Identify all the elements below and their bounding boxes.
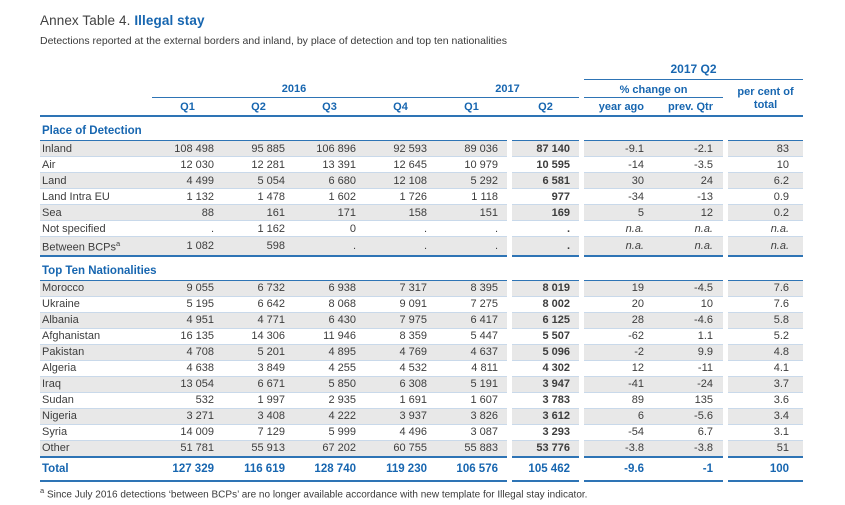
- cell: 3 826: [436, 408, 507, 424]
- cell: 12: [584, 360, 654, 376]
- cell: 0.9: [728, 189, 803, 205]
- header-q2-2016: Q2: [223, 98, 294, 117]
- cell: 105 462: [512, 457, 579, 481]
- cell: 3 947: [512, 376, 579, 392]
- table-header: [40, 60, 803, 116]
- header-pct-change-on: % change on: [584, 79, 723, 98]
- row-label: Between BCPs$^a$: [40, 237, 152, 256]
- cell: 4 499: [152, 173, 223, 189]
- cell: [728, 256, 803, 281]
- section-header-row: [40, 116, 803, 141]
- section-title: Place of Detection: [40, 116, 507, 141]
- table-row: [40, 296, 803, 312]
- row-label: Sudan: [40, 392, 152, 408]
- cell: 127 329: [152, 457, 223, 481]
- header-row-quarters: [40, 98, 803, 117]
- cell: 3 271: [152, 408, 223, 424]
- cell: 5 850: [294, 376, 365, 392]
- table-row: [40, 280, 803, 296]
- cell: 1 691: [365, 392, 436, 408]
- cell: 5 096: [512, 344, 579, 360]
- cell: 6 430: [294, 312, 365, 328]
- cell: -11: [654, 360, 723, 376]
- cell: 7 275: [436, 296, 507, 312]
- cell: 108 498: [152, 141, 223, 157]
- cell: 1 726: [365, 189, 436, 205]
- cell: 1.1: [654, 328, 723, 344]
- cell: 4 951: [152, 312, 223, 328]
- cell: 5 201: [223, 344, 294, 360]
- cell: -34: [584, 189, 654, 205]
- cell: -2.1: [654, 141, 723, 157]
- cell: 9 091: [365, 296, 436, 312]
- cell: 8 002: [512, 296, 579, 312]
- cell: [512, 116, 579, 141]
- cell: -2: [584, 344, 654, 360]
- cell: 4 496: [365, 424, 436, 440]
- cell: 89 036: [436, 141, 507, 157]
- cell: 51: [728, 440, 803, 457]
- cell: 3.7: [728, 376, 803, 392]
- table-row: [40, 440, 803, 457]
- footnote-marker: a: [40, 485, 45, 495]
- cell: 3.6: [728, 392, 803, 408]
- total-section: [40, 457, 803, 481]
- cell: 3 293: [512, 424, 579, 440]
- cell: 4 532: [365, 360, 436, 376]
- cell: 100: [728, 457, 803, 481]
- cell: n.a.: [728, 237, 803, 256]
- cell: 13 054: [152, 376, 223, 392]
- cell: 977: [512, 189, 579, 205]
- footnote: [40, 486, 803, 500]
- cell: 7 317: [365, 280, 436, 296]
- header-row-groups-top: [40, 60, 803, 79]
- table-row: [40, 312, 803, 328]
- header-2017: 2017: [436, 79, 579, 98]
- cell: 8 395: [436, 280, 507, 296]
- cell: [512, 256, 579, 281]
- row-label: Nigeria: [40, 408, 152, 424]
- cell: .: [294, 237, 365, 256]
- header-q1-2016: Q1: [152, 98, 223, 117]
- cell: 12 108: [365, 173, 436, 189]
- cell: 28: [584, 312, 654, 328]
- cell: -3.8: [654, 440, 723, 457]
- cell: n.a.: [584, 221, 654, 237]
- cell: n.a.: [584, 237, 654, 256]
- cell: .: [365, 237, 436, 256]
- cell: 3 612: [512, 408, 579, 424]
- table-row: [40, 360, 803, 376]
- row-label: Albania: [40, 312, 152, 328]
- cell: -3.5: [654, 157, 723, 173]
- cell: 158: [365, 205, 436, 221]
- header-spacer: [40, 98, 152, 117]
- table-row: [40, 392, 803, 408]
- cell: -41: [584, 376, 654, 392]
- cell: 5 195: [152, 296, 223, 312]
- title-highlight: Illegal stay: [134, 13, 205, 28]
- cell: -14: [584, 157, 654, 173]
- column-gap: [723, 98, 728, 117]
- cell: 5.8: [728, 312, 803, 328]
- cell: 0.2: [728, 205, 803, 221]
- cell: 4 811: [436, 360, 507, 376]
- cell: -5.6: [654, 408, 723, 424]
- cell: 55 883: [436, 440, 507, 457]
- table-row: [40, 205, 803, 221]
- cell: 95 885: [223, 141, 294, 157]
- row-label: Other: [40, 440, 152, 457]
- section-place-of-detection: [40, 116, 803, 256]
- page-subtitle: Detections reported at the external borders and inland, by place of detection and top ten nationalities: [40, 35, 507, 47]
- cell: 6 417: [436, 312, 507, 328]
- cell: .: [365, 221, 436, 237]
- cell: -62: [584, 328, 654, 344]
- cell: 4 222: [294, 408, 365, 424]
- cell: 10 595: [512, 157, 579, 173]
- cell: 6 732: [223, 280, 294, 296]
- row-label: Pakistan: [40, 344, 152, 360]
- cell: [728, 116, 803, 141]
- cell: 1 082: [152, 237, 223, 256]
- header-q2-2017: Q2: [512, 98, 579, 117]
- cell: 9 055: [152, 280, 223, 296]
- cell: 8 068: [294, 296, 365, 312]
- cell: 6.7: [654, 424, 723, 440]
- cell: 4 638: [152, 360, 223, 376]
- cell: -3.8: [584, 440, 654, 457]
- cell: 4.1: [728, 360, 803, 376]
- header-per-cent-of-total: per cent of total: [728, 79, 803, 116]
- header-year-ago: year ago: [584, 98, 654, 117]
- cell: 3 783: [512, 392, 579, 408]
- cell: 87 140: [512, 141, 579, 157]
- cell: 30: [584, 173, 654, 189]
- cell: -4.5: [654, 280, 723, 296]
- cell: 6 671: [223, 376, 294, 392]
- cell: 24: [654, 173, 723, 189]
- cell: 161: [223, 205, 294, 221]
- cell: 3 408: [223, 408, 294, 424]
- header-2017-q2: 2017 Q2: [584, 60, 803, 79]
- cell: 12 281: [223, 157, 294, 173]
- cell: 10: [654, 296, 723, 312]
- cell: .: [152, 221, 223, 237]
- cell: -54: [584, 424, 654, 440]
- cell: 7 129: [223, 424, 294, 440]
- cell: .: [512, 237, 579, 256]
- cell: 4 708: [152, 344, 223, 360]
- cell: 6.2: [728, 173, 803, 189]
- cell: 1 478: [223, 189, 294, 205]
- cell: 3.4: [728, 408, 803, 424]
- total-label: Total: [40, 457, 152, 481]
- cell: 1 162: [223, 221, 294, 237]
- cell: 53 776: [512, 440, 579, 457]
- header-spacer: [40, 79, 152, 98]
- table-row: [40, 221, 803, 237]
- cell: 1 132: [152, 189, 223, 205]
- cell: 51 781: [152, 440, 223, 457]
- cell: 20: [584, 296, 654, 312]
- page-title: [40, 13, 845, 28]
- cell: 12 030: [152, 157, 223, 173]
- table-row: [40, 141, 803, 157]
- cell: 5.2: [728, 328, 803, 344]
- row-label: Inland: [40, 141, 152, 157]
- cell: 6: [584, 408, 654, 424]
- cell: -9.6: [584, 457, 654, 481]
- cell: 6 125: [512, 312, 579, 328]
- cell: 8 359: [365, 328, 436, 344]
- section-header-row: [40, 256, 803, 281]
- cell: 4 302: [512, 360, 579, 376]
- row-label: Land: [40, 173, 152, 189]
- cell: 5 507: [512, 328, 579, 344]
- row-label: Sea: [40, 205, 152, 221]
- cell: 598: [223, 237, 294, 256]
- cell: 5: [584, 205, 654, 221]
- table-row: [40, 173, 803, 189]
- cell: 532: [152, 392, 223, 408]
- cell: 4 769: [365, 344, 436, 360]
- cell: 116 619: [223, 457, 294, 481]
- cell: 3 087: [436, 424, 507, 440]
- row-label: Ukraine: [40, 296, 152, 312]
- header-spacer: [40, 60, 584, 79]
- cell: -13: [654, 189, 723, 205]
- cell: 6 642: [223, 296, 294, 312]
- cell: 5 999: [294, 424, 365, 440]
- cell: [584, 116, 723, 141]
- cell: 4 895: [294, 344, 365, 360]
- cell: 89: [584, 392, 654, 408]
- cell: 88: [152, 205, 223, 221]
- cell: .: [512, 221, 579, 237]
- row-label: Afghanistan: [40, 328, 152, 344]
- cell: n.a.: [728, 221, 803, 237]
- cell: 119 230: [365, 457, 436, 481]
- cell: 5 191: [436, 376, 507, 392]
- cell: 92 593: [365, 141, 436, 157]
- cell: 4 637: [436, 344, 507, 360]
- cell: 9.9: [654, 344, 723, 360]
- cell: 8 019: [512, 280, 579, 296]
- cell: 1 997: [223, 392, 294, 408]
- header-2016: 2016: [152, 79, 436, 98]
- cell: .: [436, 221, 507, 237]
- cell: .: [436, 237, 507, 256]
- cell: 67 202: [294, 440, 365, 457]
- cell: 4 771: [223, 312, 294, 328]
- section-top-ten-nationalities: [40, 256, 803, 457]
- title-prefix: Annex Table 4.: [40, 13, 131, 28]
- cell: 3.1: [728, 424, 803, 440]
- row-label: Morocco: [40, 280, 152, 296]
- cell: 60 755: [365, 440, 436, 457]
- section-title: Top Ten Nationalities: [40, 256, 507, 281]
- cell: 6 680: [294, 173, 365, 189]
- row-label: Land Intra EU: [40, 189, 152, 205]
- cell: 5 292: [436, 173, 507, 189]
- cell: 2 935: [294, 392, 365, 408]
- cell: n.a.: [654, 237, 723, 256]
- cell: 6 308: [365, 376, 436, 392]
- cell: -24: [654, 376, 723, 392]
- table-row: [40, 424, 803, 440]
- cell: 135: [654, 392, 723, 408]
- cell: 4 255: [294, 360, 365, 376]
- cell: 3 849: [223, 360, 294, 376]
- header-row-groups: [40, 79, 803, 98]
- cell: 7.6: [728, 280, 803, 296]
- cell: 7 975: [365, 312, 436, 328]
- cell: -9.1: [584, 141, 654, 157]
- cell: 11 946: [294, 328, 365, 344]
- row-label: Algeria: [40, 360, 152, 376]
- cell: 7.6: [728, 296, 803, 312]
- header-q4-2016: Q4: [365, 98, 436, 117]
- cell: 3 937: [365, 408, 436, 424]
- table-row: [40, 237, 803, 256]
- cell: 128 740: [294, 457, 365, 481]
- row-label: Iraq: [40, 376, 152, 392]
- cell: 106 896: [294, 141, 365, 157]
- footnote-text: Since July 2016 detections ‘between BCPs’ are no longer available accordance with new template for Illegal stay indicator.: [46, 488, 588, 500]
- cell: 169: [512, 205, 579, 221]
- table-row: [40, 344, 803, 360]
- cell: 10 979: [436, 157, 507, 173]
- cell: 5 054: [223, 173, 294, 189]
- cell: 1 118: [436, 189, 507, 205]
- row-label: Not specified: [40, 221, 152, 237]
- cell: 12: [654, 205, 723, 221]
- cell: -4.6: [654, 312, 723, 328]
- table-row: [40, 189, 803, 205]
- row-label: Air: [40, 157, 152, 173]
- cell: 171: [294, 205, 365, 221]
- cell: 12 645: [365, 157, 436, 173]
- illegal-stay-table: [40, 60, 803, 482]
- cell: 106 576: [436, 457, 507, 481]
- table-row: [40, 157, 803, 173]
- cell: 14 009: [152, 424, 223, 440]
- table-row: [40, 408, 803, 424]
- cell: 0: [294, 221, 365, 237]
- cell: 1 602: [294, 189, 365, 205]
- cell: 6 581: [512, 173, 579, 189]
- cell: 16 135: [152, 328, 223, 344]
- cell: 13 391: [294, 157, 365, 173]
- cell: 10: [728, 157, 803, 173]
- header-q3-2016: Q3: [294, 98, 365, 117]
- row-label: Syria: [40, 424, 152, 440]
- cell: -1: [654, 457, 723, 481]
- table-row: [40, 328, 803, 344]
- cell: 55 913: [223, 440, 294, 457]
- cell: 14 306: [223, 328, 294, 344]
- cell: 151: [436, 205, 507, 221]
- cell: 19: [584, 280, 654, 296]
- cell: 5 447: [436, 328, 507, 344]
- header-prev-qtr: prev. Qtr: [654, 98, 723, 117]
- cell: 4.8: [728, 344, 803, 360]
- cell: [584, 256, 723, 281]
- cell: 1 607: [436, 392, 507, 408]
- header-q1-2017: Q1: [436, 98, 507, 117]
- total-row: [40, 457, 803, 481]
- table-row: [40, 376, 803, 392]
- cell: n.a.: [654, 221, 723, 237]
- cell: 6 938: [294, 280, 365, 296]
- cell: 83: [728, 141, 803, 157]
